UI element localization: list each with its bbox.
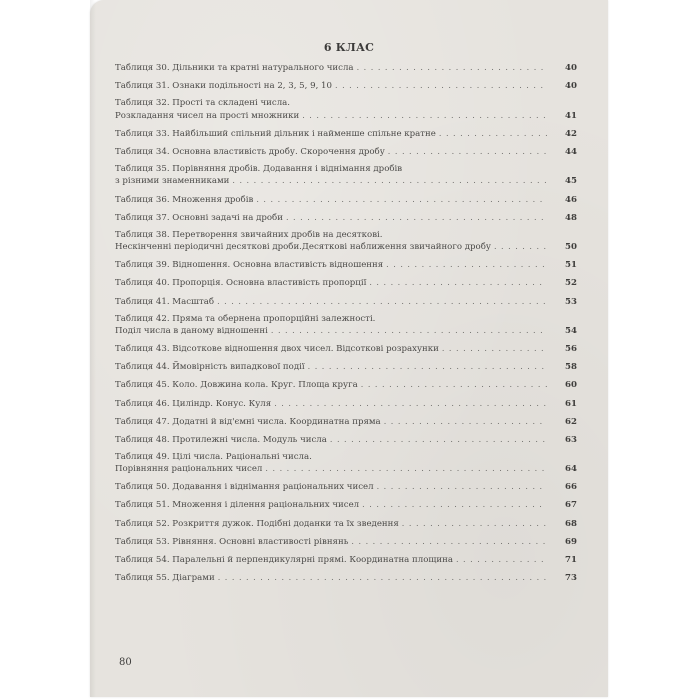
toc-entry-page-number: 71 <box>565 554 577 565</box>
toc-entry-title-line: Таблиця 36. Множення дробів <box>115 194 254 205</box>
toc-entry-title-line: з різними знаменниками <box>115 176 230 187</box>
toc-entry[interactable] <box>115 499 577 512</box>
dot-leader <box>357 62 547 74</box>
toc-entry-last-line <box>115 463 547 476</box>
toc-entry[interactable] <box>115 164 577 188</box>
toc-entry-page-number: 54 <box>565 326 577 337</box>
toc-entry-last-line <box>115 398 547 411</box>
dot-leader <box>439 128 547 140</box>
toc-entry-last-line <box>115 175 547 188</box>
toc-entry-last-line <box>115 259 547 272</box>
toc-entry-page-number: 41 <box>565 110 577 121</box>
toc-entry-title-line: Таблиця 39. Відношення. Основна властивість відношення <box>115 260 384 271</box>
dot-leader <box>442 343 547 355</box>
toc-entry-page-number: 61 <box>565 398 577 409</box>
toc-entry-title-line: Таблиця 54. Паралельні й перпендикулярні прямі. Координатна площина <box>115 554 453 565</box>
toc-entry-title-line: Таблиця 40. Пропорція. Основна властивість пропорції <box>115 278 367 289</box>
toc-entry-title-line: Таблиця 44. Ймовірність випадкової події <box>115 362 305 373</box>
toc-entry-last-line <box>115 361 547 374</box>
table-of-contents <box>115 62 577 590</box>
toc-entry[interactable] <box>115 230 577 254</box>
toc-entry-title-line: Таблиця 45. Коло. Довжина кола. Круг. Площа круга <box>115 380 358 391</box>
toc-entry-page-number: 58 <box>565 362 577 373</box>
toc-entry-title-line: Таблиця 52. Розкриття дужок. Подібні доданки та їх зведення <box>115 518 399 529</box>
dot-leader <box>362 499 547 511</box>
toc-entry-title-line: Таблиця 37. Основні задачі на дроби <box>115 212 283 223</box>
toc-entry-page-number: 73 <box>565 572 577 583</box>
toc-entry-page-number: 51 <box>565 260 577 271</box>
toc-entry-page-number: 52 <box>565 278 577 289</box>
toc-entry-title-line: Таблиця 50. Додавання і віднімання раціональних чисел <box>115 482 374 493</box>
toc-entry-title-line: Поділ числа в даному відношенні <box>115 326 268 337</box>
toc-entry-title-line: Таблиця 55. Діаграми <box>115 572 215 583</box>
dot-leader <box>302 110 547 122</box>
toc-entry[interactable] <box>115 572 577 585</box>
toc-entry-page-number: 46 <box>565 194 577 205</box>
toc-entry-last-line <box>115 499 547 512</box>
toc-entry-last-line <box>115 110 547 123</box>
toc-entry-page-number: 50 <box>565 242 577 253</box>
toc-entry-page-number: 69 <box>565 536 577 547</box>
toc-entry-last-line <box>115 296 547 309</box>
dot-leader <box>335 80 547 92</box>
toc-entry-title-line: Таблиця 42. Пряма та обернена пропорційні залежності. <box>115 313 376 324</box>
toc-entry-last-line <box>115 481 547 494</box>
toc-entry-title-line: Таблиця 32. Прості та складені числа. <box>115 98 291 109</box>
toc-entry[interactable] <box>115 343 577 356</box>
dot-leader <box>265 463 547 475</box>
toc-entry-last-line <box>115 343 547 356</box>
toc-entry[interactable] <box>115 434 577 447</box>
toc-entry-title-line: Таблиця 41. Масштаб <box>115 296 215 307</box>
dot-leader <box>377 481 547 493</box>
toc-entry-page-number: 63 <box>565 434 577 445</box>
toc-entry-page-number: 67 <box>565 500 577 511</box>
toc-entry[interactable] <box>115 277 577 290</box>
toc-entry-last-line <box>115 572 547 585</box>
toc-entry-last-line <box>115 518 547 531</box>
toc-entry[interactable] <box>115 536 577 549</box>
toc-entry-title-line: Таблиця 48. Протилежні числа. Модуль числа <box>115 434 327 445</box>
toc-entry-page-number: 60 <box>565 380 577 391</box>
toc-entry-last-line <box>115 277 547 290</box>
toc-entry[interactable] <box>115 361 577 374</box>
toc-entry-last-line <box>115 62 547 75</box>
toc-entry-title-line: Таблиця 35. Порівняння дробів. Додавання і віднімання дробів <box>115 163 403 174</box>
toc-entry[interactable] <box>115 194 577 207</box>
toc-entry-page-number: 62 <box>565 416 577 427</box>
toc-entry-last-line <box>115 554 547 567</box>
dot-leader <box>330 434 547 446</box>
toc-entry[interactable] <box>115 259 577 272</box>
toc-entry-page-number: 45 <box>565 176 577 187</box>
toc-entry-title-line: Таблиця 33. Найбільший спільний дільник і найменше спільне кратне <box>115 128 436 139</box>
toc-entry-page-number: 56 <box>565 344 577 355</box>
toc-entry-title-line: Розкладання чисел на прості множники <box>115 110 300 121</box>
toc-entry-page-number: 68 <box>565 518 577 529</box>
toc-entry-page-number: 64 <box>565 464 577 475</box>
toc-entry-last-line <box>115 241 547 254</box>
toc-entry-title-line: Таблиця 38. Перетворення звичайних дробів на десяткові. <box>115 229 383 240</box>
toc-entry-page-number: 40 <box>565 63 577 73</box>
toc-entry-title-line: Таблиця 43. Відсоткове відношення двох чисел. Відсоткові розрахунки <box>115 344 439 355</box>
toc-entry[interactable] <box>115 128 577 141</box>
dot-leader <box>256 194 547 206</box>
toc-entry-title-line: Таблиця 47. Додатні й від'ємні числа. Координатна пряма <box>115 416 381 427</box>
toc-entry-page-number: 44 <box>565 146 577 157</box>
toc-entry[interactable] <box>115 416 577 429</box>
dot-leader <box>271 325 547 337</box>
toc-entry[interactable] <box>115 314 577 338</box>
toc-entry-page-number: 53 <box>565 296 577 307</box>
toc-entry-page-number: 42 <box>565 128 577 139</box>
dot-leader <box>402 518 547 530</box>
dot-leader <box>456 554 547 566</box>
dot-leader <box>232 175 547 187</box>
toc-entry-title-line: Таблиця 49. Цілі числа. Раціональні числа. <box>115 451 312 462</box>
dot-leader <box>217 296 547 308</box>
toc-entry-last-line <box>115 128 547 141</box>
toc-entry-last-line <box>115 536 547 549</box>
toc-entry[interactable] <box>115 212 577 225</box>
toc-entry-last-line <box>115 379 547 392</box>
toc-entry[interactable] <box>115 80 577 93</box>
toc-entry-page-number: 48 <box>565 212 577 223</box>
toc-entry-title-line: Таблиця 30. Дільники та кратні натурального числа <box>115 63 354 73</box>
toc-entry-title-line: Нескінченні періодичні десяткові дроби.Десяткові наближення звичайного дробу <box>115 242 491 253</box>
book-page <box>90 0 608 697</box>
toc-entry-page-number: 66 <box>565 482 577 493</box>
section-title: 6 КЛАС <box>323 41 375 54</box>
dot-leader <box>274 398 547 410</box>
dot-leader <box>386 259 547 271</box>
toc-entry[interactable] <box>115 518 577 531</box>
toc-entry-last-line <box>115 146 547 159</box>
toc-entry[interactable] <box>115 481 577 494</box>
toc-entry-title-line: Таблиця 46. Циліндр. Конус. Куля <box>115 398 272 409</box>
toc-entry-last-line <box>115 194 547 207</box>
toc-entry-title-line: Таблиця 51. Множення і ділення раціональних чисел <box>115 500 360 511</box>
toc-entry-last-line <box>115 434 547 447</box>
dot-leader <box>218 572 547 584</box>
toc-entry[interactable] <box>115 98 577 122</box>
toc-entry-title-line: Таблиця 53. Рівняння. Основні властивості рівнянь <box>115 536 349 547</box>
toc-entry-page-number: 40 <box>565 81 577 92</box>
toc-entry[interactable] <box>115 398 577 411</box>
dot-leader <box>351 536 547 548</box>
toc-entry-last-line <box>115 212 547 225</box>
toc-entry[interactable] <box>115 452 577 476</box>
toc-entry-title-line: Таблиця 34. Основна властивість дробу. Скорочення дробу <box>115 146 385 157</box>
dot-leader <box>286 212 547 224</box>
toc-entry-title-line: Таблиця 31. Ознаки подільності на 2, 3, 5, 9, 10 <box>115 81 332 92</box>
toc-entry-last-line <box>115 325 547 338</box>
toc-entry[interactable] <box>115 146 577 159</box>
dot-leader <box>369 277 547 289</box>
dot-leader <box>494 241 547 253</box>
toc-entry[interactable] <box>115 62 577 75</box>
dot-leader <box>308 361 547 373</box>
toc-entry-title-line: Порівняння раціональних чисел <box>115 464 263 475</box>
toc-entry-last-line <box>115 416 547 429</box>
dot-leader <box>388 146 547 158</box>
dot-leader <box>384 416 547 428</box>
toc-entry[interactable] <box>115 379 577 392</box>
dot-leader <box>361 379 547 391</box>
page-number: 80 <box>119 657 132 668</box>
toc-entry-last-line <box>115 80 547 93</box>
toc-entry[interactable] <box>115 554 577 567</box>
toc-entry[interactable] <box>115 296 577 309</box>
